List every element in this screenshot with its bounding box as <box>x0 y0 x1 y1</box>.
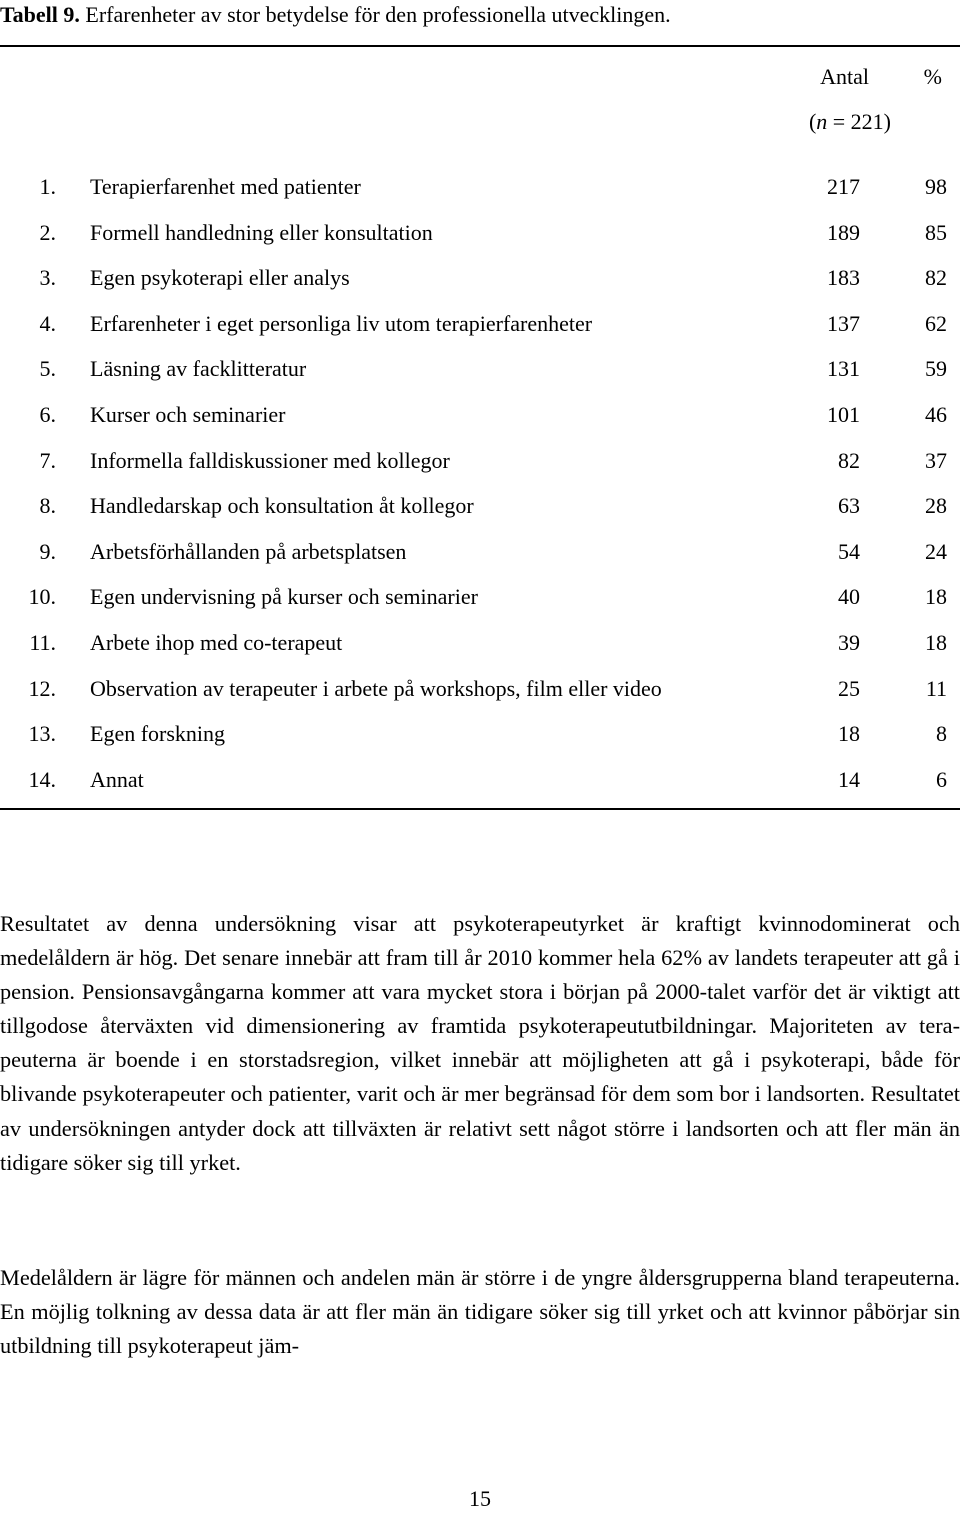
table-row <box>0 214 960 260</box>
table-row <box>0 533 960 579</box>
table-caption-text: Erfarenheter av stor betydelse för den professionella utvecklingen. <box>85 2 671 27</box>
row-percent: 6 <box>936 766 947 792</box>
table-row <box>0 442 960 488</box>
row-count: 18 <box>838 721 860 747</box>
column-header-percent: % <box>923 64 942 89</box>
table-top-rule <box>0 45 960 47</box>
table-row <box>0 259 960 305</box>
row-label: Informella falldiskussioner med kollegor <box>90 447 450 473</box>
row-number: 4. <box>39 310 56 336</box>
row-count: 25 <box>838 675 860 701</box>
row-count: 14 <box>838 766 860 792</box>
row-count: 63 <box>838 493 860 519</box>
row-count: 131 <box>827 356 860 382</box>
row-percent: 37 <box>925 447 947 473</box>
row-number: 12. <box>28 675 56 701</box>
row-number: 10. <box>28 584 56 610</box>
row-label: Egen forskning <box>90 721 226 747</box>
row-percent: 62 <box>925 310 947 336</box>
table-row <box>0 305 960 351</box>
page-number: 15 <box>469 1486 491 1511</box>
row-number: 14. <box>28 766 56 792</box>
row-label: Observation av terapeuter i arbete på workshops, film eller video <box>90 675 662 701</box>
table-row <box>0 168 960 214</box>
row-label: Läsning av facklitteratur <box>90 356 307 382</box>
row-count: 39 <box>838 629 860 655</box>
row-percent: 98 <box>925 174 947 199</box>
table-row <box>0 670 960 716</box>
row-percent: 59 <box>925 356 947 382</box>
row-label: Formell handledning eller konsultation <box>90 219 433 245</box>
row-label: Erfarenheter i eget personliga liv utom terapierfarenheter <box>90 310 593 336</box>
row-count: 54 <box>838 538 860 564</box>
row-percent: 85 <box>925 219 947 245</box>
row-number: 7. <box>39 447 56 473</box>
row-count: 189 <box>827 219 860 245</box>
table-row <box>0 624 960 670</box>
body-paragraph-1: Resultatet av denna undersökning visar att psykoterapeutyrket är kraftigt kvinnodominerat och medelåldern är hög. Det senare innebär att fram till år 2010 kommer hela 62% av landets terapeuter att gå i pension. Pensionsavgångarna kommer att vara mycket stora i början på 2000-talet varför det är viktigt att tillgodose återväxten vid dimensionering av framtida psykoterapeututbildningar. Majoriteten av terapeuterna är boende i en storstadsregion, vilket innebär att möjligheten att gå i psykoterapi, både för blivande psykoterapeuter och patienter, varit och är mer begränsad för dem som bor i landsorten. Resultatet av undersökningen antyder dock att tillväxten är relativt sett något större i landsorten och att fler män än tidigare söker sig till yrket. <box>0 911 960 1175</box>
row-percent: 82 <box>925 265 947 291</box>
table-bottom-rule <box>0 808 960 810</box>
table-row <box>0 350 960 396</box>
column-header-count: Antal <box>820 64 869 89</box>
row-number: 6. <box>39 401 56 427</box>
table-caption <box>0 0 960 30</box>
table-row <box>0 715 960 761</box>
row-count: 217 <box>827 174 860 199</box>
row-label: Arbetsförhållanden på arbetsplatsen <box>90 538 407 564</box>
table-row <box>0 396 960 442</box>
row-number: 9. <box>39 538 56 564</box>
table-body <box>0 168 960 806</box>
table-caption-label: Tabell 9. <box>0 2 80 27</box>
row-percent: 24 <box>925 538 947 564</box>
row-number: 3. <box>39 265 56 291</box>
row-number: 2. <box>39 219 56 245</box>
row-count: 183 <box>827 265 860 291</box>
row-label: Kurser och seminarier <box>90 401 286 427</box>
table-row <box>0 487 960 533</box>
table-row <box>0 578 960 624</box>
body-paragraph-2: Medelåldern är lägre för männen och andelen män är större i de yngre åldersgrupperna bland terapeuterna. En möjlig tolkning av dessa data är att fler män än tidigare söker sig till yrket och att kvinnor påbörjar sin utbildning till psykoterapeut jäm- <box>0 1265 960 1359</box>
row-number: 11. <box>29 629 56 655</box>
row-label: Annat <box>90 766 144 792</box>
row-percent: 18 <box>925 629 947 655</box>
row-count: 40 <box>838 584 860 610</box>
row-count: 101 <box>827 401 860 427</box>
row-percent: 46 <box>925 401 947 427</box>
row-label: Arbete ihop med co-terapeut <box>90 629 343 655</box>
row-percent: 28 <box>925 493 947 519</box>
row-percent: 11 <box>925 675 947 701</box>
row-number: 13. <box>28 721 56 747</box>
row-label: Terapierfarenhet med patienter <box>90 174 361 199</box>
column-header-sample-size: (n = 221) <box>808 109 891 134</box>
row-number: 1. <box>39 174 56 199</box>
row-label: Egen psykoterapi eller analys <box>90 265 350 291</box>
row-percent: 8 <box>936 721 947 747</box>
row-number: 8. <box>39 493 56 519</box>
row-number: 5. <box>39 356 56 382</box>
row-count: 82 <box>838 447 860 473</box>
table-row <box>0 761 960 807</box>
row-label: Egen undervisning på kurser och seminarier <box>90 584 478 610</box>
row-count: 137 <box>827 310 860 336</box>
row-percent: 18 <box>925 584 947 610</box>
row-label: Handledarskap och konsultation åt kollegor <box>90 493 474 519</box>
